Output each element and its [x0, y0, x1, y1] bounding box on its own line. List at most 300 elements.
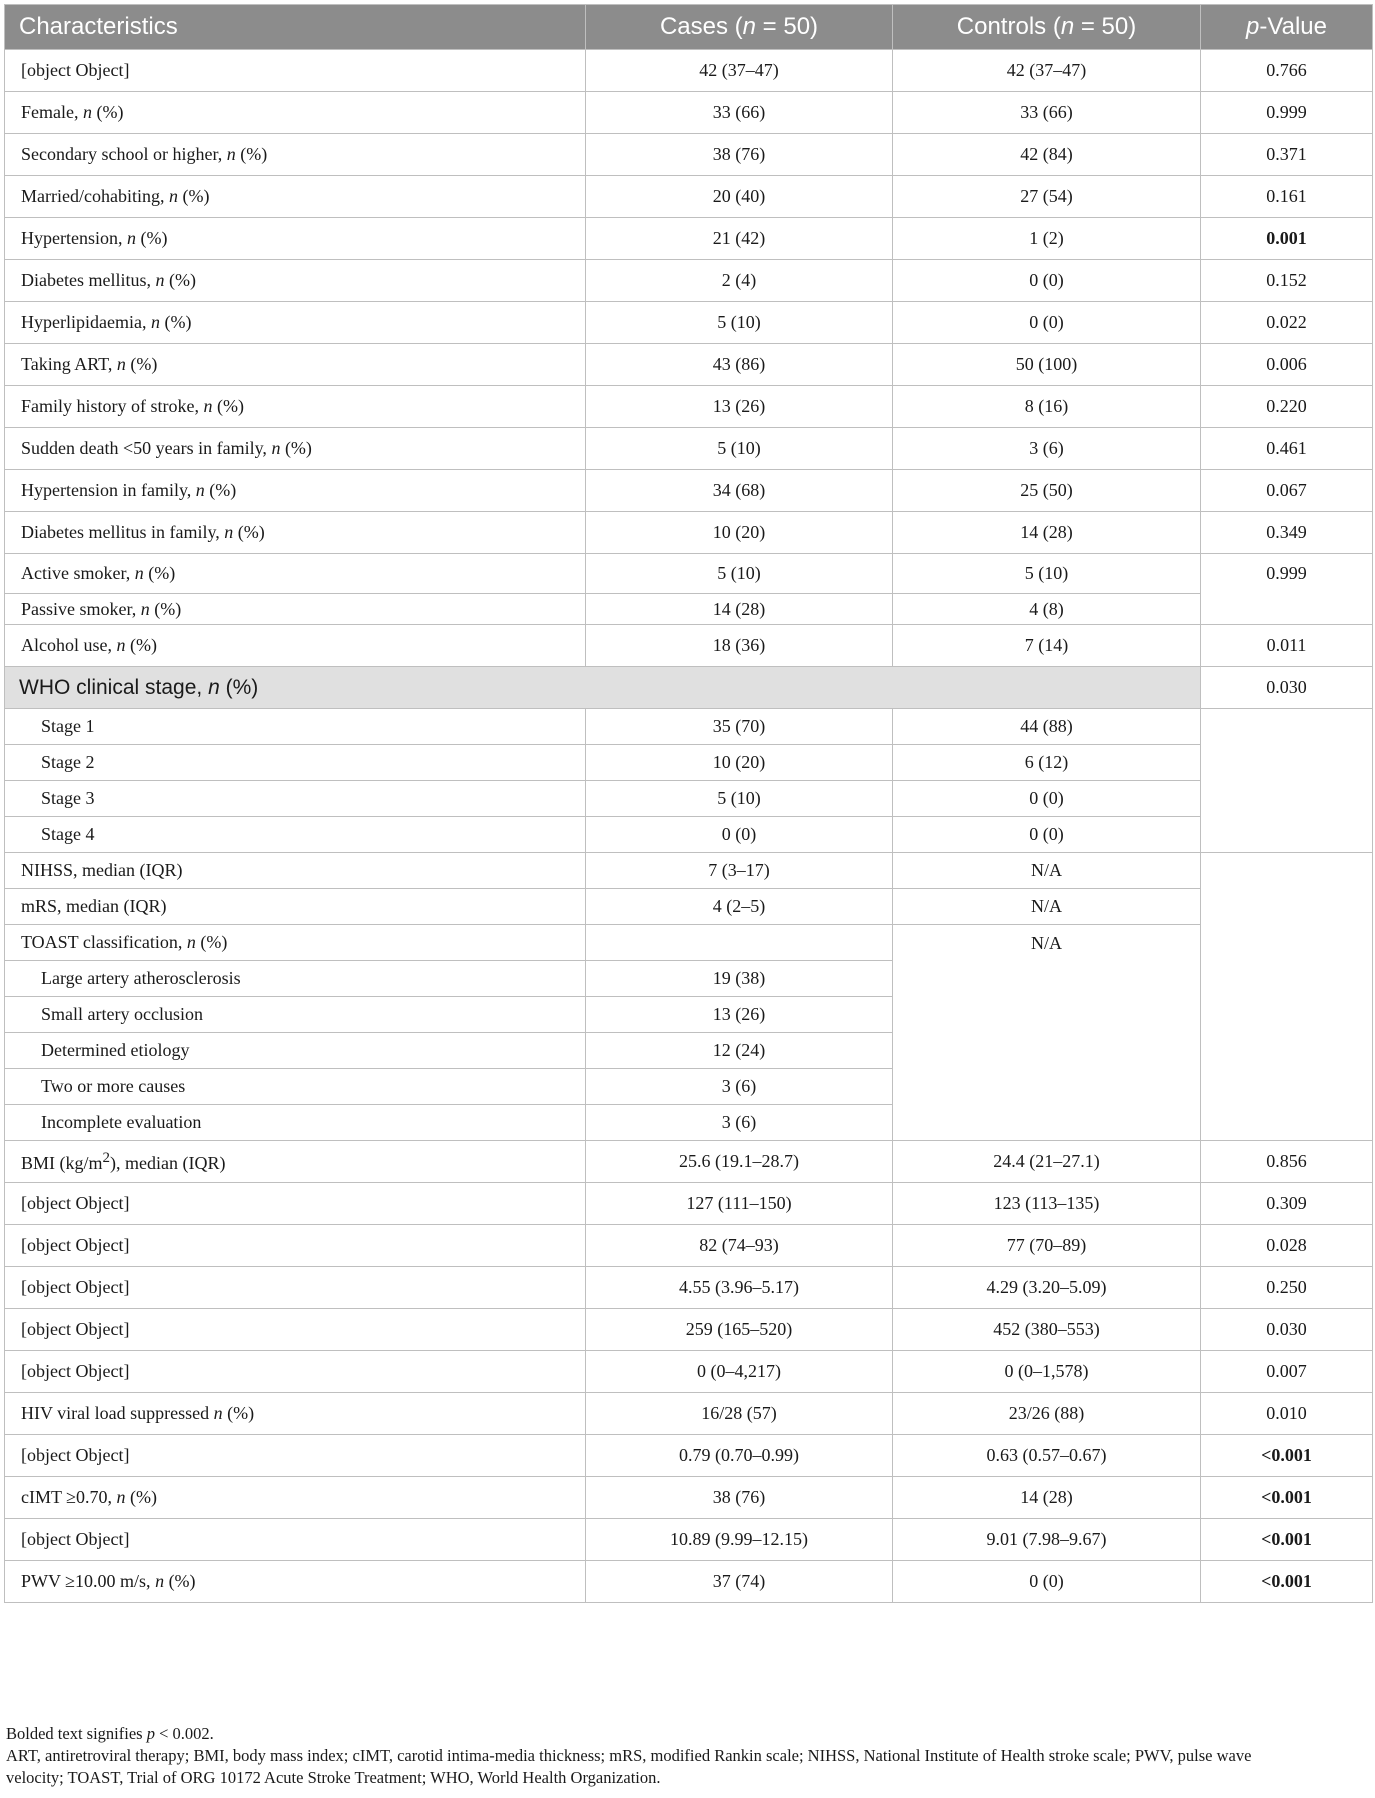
cases-cell-value: 0 (0–4,217)	[697, 1361, 781, 1381]
table-row-stage	[5, 817, 1373, 853]
cases-cell-value: 4.55 (3.96–5.17)	[679, 1277, 799, 1297]
section-row-who	[5, 667, 1373, 709]
pvalue-cell-empty-clinical	[1201, 853, 1373, 1141]
row-label	[5, 554, 586, 594]
controls-cell-value: 0.63 (0.57–0.67)	[986, 1445, 1107, 1465]
pvalue-cell-value: 0.161	[1266, 186, 1307, 206]
cases-cell-value: 35 (70)	[712, 716, 766, 736]
controls-cell-value: 25 (50)	[1020, 480, 1073, 500]
cases-cell-value: 37 (74)	[712, 1571, 766, 1591]
label-suffix: (%)	[143, 563, 176, 583]
controls-cell	[893, 386, 1201, 428]
row-label	[5, 889, 586, 925]
cases-cell	[586, 1033, 893, 1069]
label-text: Passive smoker,	[21, 598, 141, 619]
cases-cell	[586, 745, 893, 781]
pvalue-cell	[1201, 1519, 1373, 1561]
label-suffix: (%)	[222, 1403, 255, 1423]
table-row-stage	[5, 745, 1373, 781]
table-row	[5, 176, 1373, 218]
controls-cell	[893, 1477, 1201, 1519]
label-n: n	[116, 354, 126, 374]
pvalue-cell	[1201, 134, 1373, 176]
section-label-suffix: (%)	[219, 675, 259, 699]
table-row	[5, 50, 1373, 92]
cases-cell	[586, 470, 893, 512]
pvalue-cell-value: 0.220	[1266, 396, 1307, 416]
label-text: Family history of stroke,	[21, 396, 204, 416]
label-text: TOAST classification,	[21, 932, 187, 952]
cases-cell-value: 20 (40)	[712, 186, 766, 206]
pvalue-cell-value: 0.856	[1266, 1151, 1307, 1171]
cases-cell-value: 12 (24)	[712, 1040, 766, 1060]
row-label	[5, 1033, 586, 1069]
label-text: [object Object]	[21, 1235, 130, 1255]
pvalue-cell-value: 0.006	[1266, 354, 1307, 374]
pvalue-cell	[1201, 1561, 1373, 1603]
controls-cell-value: 0 (0)	[1029, 824, 1064, 844]
controls-cell-value: N/A	[1031, 860, 1062, 880]
pvalue-cell-value: <0.001	[1261, 1445, 1312, 1465]
table-body	[5, 50, 1373, 1603]
table-row-mrs	[5, 889, 1373, 925]
cases-cell	[586, 1183, 893, 1225]
label-suffix: (%)	[280, 438, 312, 458]
label-text: Sudden death <50 years in family,	[21, 438, 272, 458]
pvalue-cell-who-value: 0.030	[1266, 677, 1307, 697]
cases-cell	[586, 1477, 893, 1519]
row-label	[5, 302, 586, 344]
row-label	[5, 997, 586, 1033]
footnote-abbrev-line1: ART, antiretroviral therapy; BMI, body mass index; cIMT, carotid intima-media thickness; mRS, modified Rankin scale; NIHSS, National Institute of Health stroke scale; PWV, pulse wave	[6, 1746, 1252, 1765]
row-label	[5, 1105, 586, 1141]
row-label	[5, 134, 586, 176]
label-suffix: (%)	[235, 144, 268, 164]
row-label	[5, 176, 586, 218]
pvalue-cell-value: 0.007	[1266, 1361, 1307, 1381]
cases-cell	[586, 512, 893, 554]
cases-cell	[586, 1069, 893, 1105]
cases-cell	[586, 853, 893, 889]
pvalue-cell-value: 0.011	[1266, 635, 1307, 655]
controls-cell	[893, 554, 1201, 594]
pvalue-cell-value: 0.152	[1266, 270, 1307, 290]
pvalue-cell	[1201, 1267, 1373, 1309]
controls-cell	[893, 1393, 1201, 1435]
table-row	[5, 302, 1373, 344]
label-text: HIV viral load suppressed	[21, 1403, 214, 1423]
table-row-nihss	[5, 853, 1373, 889]
cases-cell	[586, 1561, 893, 1603]
label-text: Large artery atherosclerosis	[41, 968, 241, 988]
footnote-abbrev-line2: velocity; TOAST, Trial of ORG 10172 Acute Stroke Treatment; WHO, World Health Organization.	[6, 1768, 661, 1787]
label-superscript: 2	[102, 1149, 111, 1166]
controls-cell	[893, 745, 1201, 781]
controls-cell	[893, 260, 1201, 302]
label-text: mRS, median (IQR)	[21, 896, 167, 916]
controls-cell	[893, 709, 1201, 745]
pvalue-cell-value: 0.371	[1266, 144, 1307, 164]
table-row	[5, 1351, 1373, 1393]
pvalue-cell	[1201, 625, 1373, 667]
label-suffix: (%)	[159, 312, 192, 332]
controls-cell-value: N/A	[1031, 896, 1062, 916]
label-n: n	[224, 522, 234, 542]
cases-cell-value: 259 (165–520)	[685, 1319, 793, 1339]
label-text: cIMT ≥0.70,	[21, 1487, 117, 1507]
label-text: [object Object]	[21, 1361, 130, 1381]
cases-cell	[586, 134, 893, 176]
pvalue-cell	[1201, 1477, 1373, 1519]
row-label	[5, 470, 586, 512]
controls-cell-value: 14 (28)	[1020, 522, 1073, 542]
controls-cell-value: 0 (0)	[1029, 1571, 1064, 1591]
cases-cell-value: 21 (42)	[712, 228, 766, 248]
header-cases-n: n	[742, 13, 756, 40]
header-pvalue	[1201, 5, 1373, 50]
cases-cell	[586, 1105, 893, 1141]
controls-cell	[893, 1141, 1201, 1183]
label-suffix: (%)	[164, 1571, 196, 1591]
controls-cell	[893, 1435, 1201, 1477]
pvalue-cell-who	[1201, 667, 1373, 709]
controls-cell	[893, 625, 1201, 667]
label-text: Stage 1	[41, 716, 95, 736]
label-text: Diabetes mellitus in family,	[21, 522, 225, 542]
label-text: Hypertension,	[21, 228, 127, 248]
pvalue-cell-value: 0.349	[1266, 522, 1307, 542]
label-text: Diabetes mellitus,	[21, 270, 156, 290]
label-n: n	[213, 1403, 223, 1423]
table-row	[5, 386, 1373, 428]
controls-cell	[893, 344, 1201, 386]
pvalue-cell	[1201, 470, 1373, 512]
row-label	[5, 1519, 586, 1561]
label-text: Two or more causes	[41, 1076, 186, 1096]
row-label	[5, 1435, 586, 1477]
pvalue-cell	[1201, 176, 1373, 218]
label-text: Determined etiology	[41, 1040, 190, 1060]
header-cases-post: = 50)	[756, 13, 819, 40]
label-suffix: (%)	[149, 598, 182, 619]
cases-cell-value: 34 (68)	[712, 480, 766, 500]
cases-cell	[586, 961, 893, 997]
table-row	[5, 1477, 1373, 1519]
controls-cell	[893, 1183, 1201, 1225]
controls-cell	[893, 853, 1201, 889]
row-label	[5, 1141, 586, 1183]
cases-cell	[586, 1309, 893, 1351]
controls-cell	[893, 781, 1201, 817]
controls-cell	[893, 1519, 1201, 1561]
pvalue-cell	[1201, 1435, 1373, 1477]
cases-cell	[586, 1267, 893, 1309]
label-text: Stage 2	[41, 752, 95, 772]
cases-cell-value: 16/28 (57)	[701, 1403, 777, 1423]
cases-cell-value: 127 (111–150)	[686, 1193, 792, 1213]
controls-cell-value: 0 (0–1,578)	[1004, 1361, 1089, 1381]
row-label	[5, 1351, 586, 1393]
label-text: Hypertension in family,	[21, 480, 196, 500]
controls-cell-value: 33 (66)	[1020, 102, 1073, 122]
label-text: Small artery occlusion	[41, 1004, 203, 1024]
label-n: n	[155, 1571, 165, 1591]
label-text: [object Object]	[21, 1193, 130, 1213]
pvalue-cell	[1201, 1309, 1373, 1351]
label-text: [object Object]	[21, 1319, 130, 1339]
label-suffix: (%)	[177, 186, 210, 206]
controls-cell-value: 42 (37–47)	[1006, 60, 1087, 80]
controls-cell-value: 7 (14)	[1024, 635, 1069, 655]
label-n: n	[116, 635, 126, 655]
cases-cell-value: 7 (3–17)	[708, 860, 770, 880]
label-text: Secondary school or higher,	[21, 144, 227, 164]
cases-cell-value: 3 (6)	[721, 1076, 757, 1096]
controls-cell	[893, 1309, 1201, 1351]
label-text: [object Object]	[21, 1529, 130, 1549]
controls-cell	[893, 134, 1201, 176]
cases-cell-value: 82 (74–93)	[699, 1235, 779, 1255]
row-label	[5, 428, 586, 470]
label-n: n	[140, 598, 150, 619]
controls-cell-value: 24.4 (21–27.1)	[993, 1151, 1100, 1171]
controls-cell-value: 1 (2)	[1029, 228, 1064, 248]
table-row	[5, 260, 1373, 302]
row-label	[5, 745, 586, 781]
header-characteristics-text: Characteristics	[19, 13, 178, 40]
label-n: n	[271, 438, 281, 458]
cases-cell-value: 4 (2–5)	[712, 896, 766, 916]
cases-cell-value: 38 (76)	[712, 144, 766, 164]
cases-cell	[586, 92, 893, 134]
row-label	[5, 260, 586, 302]
cases-cell	[586, 386, 893, 428]
cases-cell	[586, 554, 893, 594]
row-label	[5, 512, 586, 554]
cases-cell-value: 5 (10)	[717, 312, 761, 332]
label-text: [object Object]	[21, 1277, 130, 1297]
table-row	[5, 512, 1373, 554]
controls-cell-value: N/A	[1031, 933, 1062, 953]
pvalue-cell	[1201, 218, 1373, 260]
label-text: [object Object]	[21, 60, 130, 80]
row-label	[5, 218, 586, 260]
pvalue-cell-value: 0.010	[1266, 1403, 1307, 1423]
cases-cell-value: 10 (20)	[712, 522, 766, 542]
label-suffix: (%)	[233, 522, 265, 542]
label-text: Female,	[21, 102, 83, 122]
label-text: Married/cohabiting,	[21, 186, 169, 206]
cases-cell	[586, 1435, 893, 1477]
header-cases-pre: Cases (	[659, 13, 743, 40]
cases-cell-value: 43 (86)	[712, 354, 766, 374]
label-text: Active smoker,	[21, 563, 135, 583]
section-label-n: n	[208, 675, 220, 699]
pvalue-cell-value: 0.766	[1266, 60, 1307, 80]
table-row-passive-smoker	[5, 594, 1373, 625]
header-controls-pre: Controls (	[956, 13, 1061, 40]
section-label-text: WHO clinical stage,	[19, 675, 209, 699]
controls-cell-value: 0 (0)	[1029, 312, 1064, 332]
controls-cell	[893, 428, 1201, 470]
cases-cell	[586, 1225, 893, 1267]
controls-cell	[893, 302, 1201, 344]
pvalue-cell-value: 0.028	[1266, 1235, 1307, 1255]
controls-cell	[893, 50, 1201, 92]
label-text: Stage 3	[41, 788, 95, 808]
header-cases	[586, 5, 893, 50]
row-label	[5, 1183, 586, 1225]
row-label	[5, 853, 586, 889]
controls-cell	[893, 889, 1201, 925]
cases-cell	[586, 781, 893, 817]
cases-cell	[586, 709, 893, 745]
cases-cell	[586, 625, 893, 667]
pvalue-cell-value: 0.001	[1266, 228, 1307, 248]
pvalue-cell-value: 0.022	[1266, 312, 1307, 332]
row-label	[5, 961, 586, 997]
label-n: n	[203, 396, 213, 416]
label-n: n	[168, 186, 178, 206]
pvalue-cell	[1201, 1351, 1373, 1393]
pvalue-cell-value: <0.001	[1261, 1529, 1312, 1549]
controls-cell-value: 42 (84)	[1020, 144, 1073, 164]
cases-cell	[586, 260, 893, 302]
cases-cell-value: 38 (76)	[712, 1487, 766, 1507]
label-suffix: (%)	[125, 354, 158, 374]
controls-cell	[893, 1561, 1201, 1603]
table-row-alcohol	[5, 625, 1373, 667]
table-row	[5, 1435, 1373, 1477]
row-label	[5, 594, 586, 625]
characteristics-table	[4, 4, 1373, 1603]
cases-cell-value: 18 (36)	[712, 635, 766, 655]
header-pvalue-post: -Value	[1259, 13, 1327, 40]
pvalue-cell	[1201, 302, 1373, 344]
table-row	[5, 1519, 1373, 1561]
cases-cell-value: 19 (38)	[712, 968, 766, 988]
controls-cell-value: 123 (113–135)	[993, 1193, 1100, 1213]
footnote-bold-post: < 0.002.	[154, 1724, 214, 1743]
controls-cell-value: 14 (28)	[1020, 1487, 1073, 1507]
pvalue-cell	[1201, 50, 1373, 92]
label-text: Hyperlipidaemia,	[21, 312, 151, 332]
controls-cell	[893, 176, 1201, 218]
table-row	[5, 1267, 1373, 1309]
table-row	[5, 1561, 1373, 1603]
cases-cell	[586, 889, 893, 925]
pvalue-cell-value: 0.030	[1266, 1319, 1307, 1339]
pvalue-cell	[1201, 1225, 1373, 1267]
pvalue-cell-empty	[1201, 709, 1373, 853]
header-controls	[893, 5, 1201, 50]
controls-cell-value: 9.01 (7.98–9.67)	[986, 1529, 1107, 1549]
table-row	[5, 134, 1373, 176]
label-suffix: (%)	[135, 228, 168, 248]
table-row	[5, 1309, 1373, 1351]
controls-cell	[893, 512, 1201, 554]
cases-cell-value: 33 (66)	[712, 102, 766, 122]
row-label	[5, 925, 586, 961]
row-label	[5, 1393, 586, 1435]
table-row-active-smoker	[5, 554, 1373, 594]
row-label	[5, 50, 586, 92]
cases-cell	[586, 1519, 893, 1561]
table-footnotes	[4, 1723, 1372, 1789]
controls-cell-value: 77 (70–89)	[1006, 1235, 1087, 1255]
pvalue-cell-value: 0.999	[1266, 102, 1307, 122]
header-controls-post: = 50)	[1074, 13, 1137, 40]
table-row	[5, 1183, 1373, 1225]
label-suffix: (%)	[164, 270, 196, 290]
label-text: BMI (kg/m	[21, 1152, 103, 1173]
cases-cell	[586, 1393, 893, 1435]
pvalue-cell	[1201, 428, 1373, 470]
cases-cell-value: 5 (10)	[717, 788, 761, 808]
cases-cell	[586, 997, 893, 1033]
table-row	[5, 344, 1373, 386]
cases-cell	[586, 344, 893, 386]
label-n: n	[134, 563, 144, 583]
label-suffix: (%)	[212, 396, 244, 416]
characteristics-table-container	[4, 4, 1372, 1603]
table-row	[5, 1393, 1373, 1435]
table-row-bmi	[5, 1141, 1373, 1183]
controls-cell	[893, 1351, 1201, 1393]
cases-cell-value: 2 (4)	[721, 270, 757, 290]
table-header-row	[5, 5, 1373, 50]
label-n: n	[82, 102, 92, 122]
controls-cell	[893, 925, 1201, 1141]
label-n: n	[195, 480, 205, 500]
footnote-bold-pre: Bolded text signifies	[6, 1724, 147, 1743]
pvalue-cell-value: 0.067	[1266, 480, 1307, 500]
controls-cell-value: 5 (10)	[1024, 563, 1069, 583]
controls-cell-value: 4.29 (3.20–5.09)	[986, 1277, 1107, 1297]
row-label	[5, 1477, 586, 1519]
row-label	[5, 1267, 586, 1309]
table-row-stage	[5, 709, 1373, 745]
row-label	[5, 1309, 586, 1351]
row-label	[5, 386, 586, 428]
label-text: NIHSS, median (IQR)	[21, 860, 183, 880]
pvalue-cell	[1201, 512, 1373, 554]
row-label	[5, 92, 586, 134]
pvalue-cell-value: 0.309	[1266, 1193, 1307, 1213]
controls-cell	[893, 817, 1201, 853]
pvalue-cell-smoker-value: 0.999	[1266, 563, 1307, 583]
pvalue-cell-value: <0.001	[1261, 1487, 1312, 1507]
controls-cell-value: 4 (8)	[1029, 598, 1064, 619]
cases-cell	[586, 176, 893, 218]
pvalue-cell	[1201, 344, 1373, 386]
table-row-toast	[5, 925, 1373, 961]
pvalue-cell	[1201, 260, 1373, 302]
label-text: Stage 4	[41, 824, 95, 844]
controls-cell	[893, 1225, 1201, 1267]
section-label-who	[5, 667, 1201, 709]
cases-cell-value: 10 (20)	[712, 752, 766, 772]
label-text: PWV ≥10.00 m/s,	[21, 1571, 156, 1591]
controls-cell-value: 6 (12)	[1024, 752, 1069, 772]
pvalue-cell	[1201, 1393, 1373, 1435]
controls-cell	[893, 594, 1201, 625]
table-row	[5, 1225, 1373, 1267]
header-pvalue-p: p	[1246, 13, 1260, 40]
label-n: n	[226, 144, 236, 164]
label-suffix: (%)	[125, 635, 157, 655]
controls-cell-value: 44 (88)	[1020, 716, 1073, 736]
